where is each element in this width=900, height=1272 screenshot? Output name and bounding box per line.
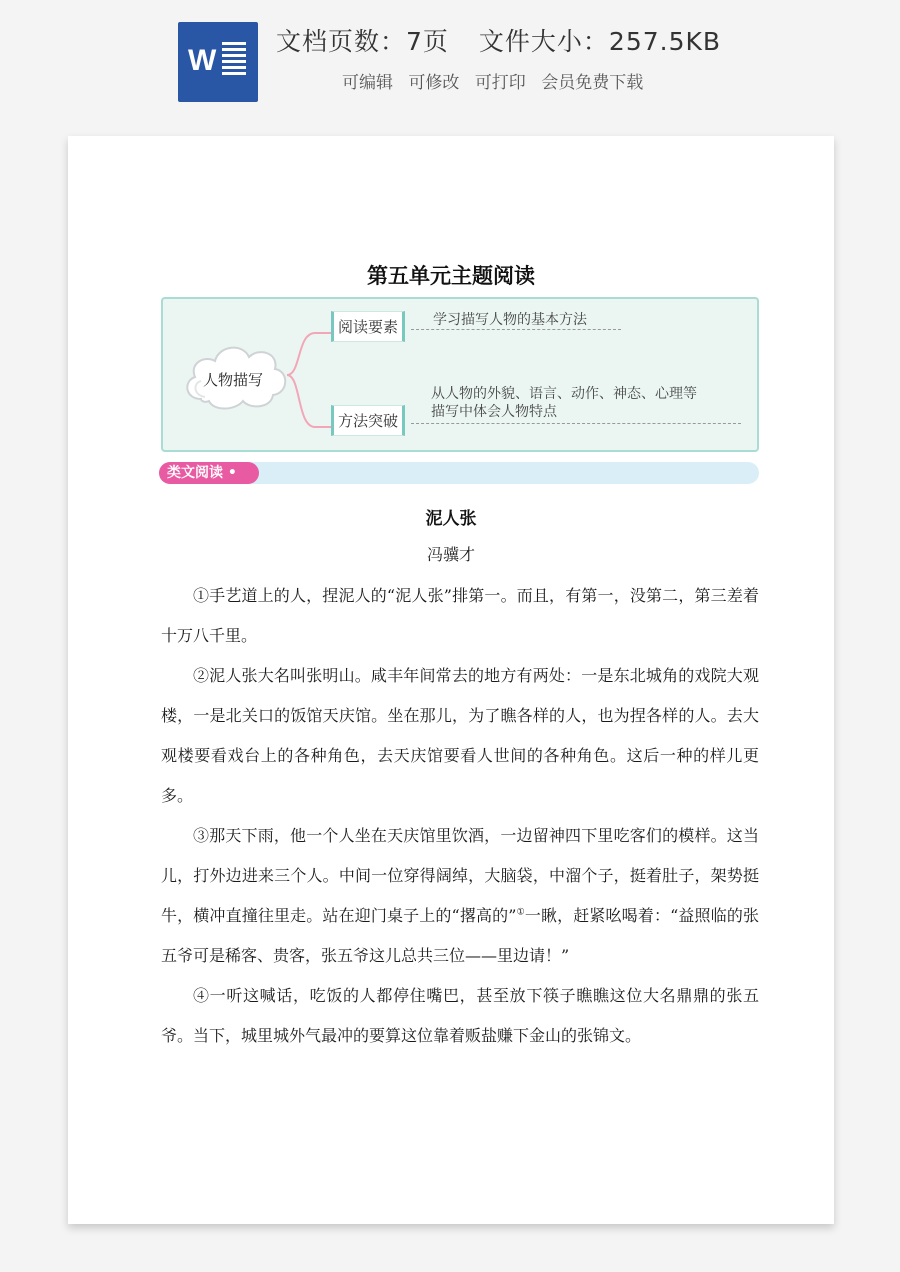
feature-editable: 可编辑 [342, 73, 393, 93]
feature-printable: 可打印 [474, 73, 526, 93]
branch-2-dashed-line [411, 423, 741, 424]
article-author: 冯骥才 [426, 545, 475, 564]
document-title: 第五单元主题阅读 [367, 263, 535, 288]
mind-map-center: 人物描写 [203, 371, 264, 389]
paragraph-2: ②泥人张大名叫张明山。咸丰年间常去的地方有两处：一是东北城角的戏院大观楼，一是北关口的饭馆天庆馆。坐在那儿，为了瞧各样的人，也为捏各样的人。去大观楼要看戏台上的各种角色，去天庆馆要看人世间的各种角色。这后一种的样儿更多。 [161, 666, 759, 805]
footnote-mark: ① [516, 907, 525, 918]
mind-map-connector [287, 319, 335, 431]
section-label: 类文阅读 • [159, 462, 259, 484]
feature-member-download: 会员免费下载 [541, 73, 644, 93]
branch-1-text: 学习描写人物的基本方法 [433, 312, 587, 328]
article-body [161, 576, 759, 1056]
article-title: 泥人张 [425, 509, 477, 529]
document-page [68, 136, 834, 1224]
section-bar [159, 462, 759, 484]
mind-map [161, 297, 759, 452]
feature-list [342, 68, 653, 93]
feature-modifiable: 可修改 [408, 73, 460, 93]
branch-2-text-line-1: 从人物的外貌、语言、动作、神态、心理等 [431, 386, 697, 402]
paragraph-3 [161, 816, 759, 976]
download-header [0, 0, 900, 120]
word-icon-lines [222, 42, 246, 84]
paragraph-1: ①手艺道上的人，捏泥人的“泥人张”排第一。而且，有第一，没第二，第三差着十万八千里。 [161, 586, 759, 645]
branch-1-dashed-line [411, 329, 621, 330]
paragraph-3-part-2: 一瞅，赶紧吆喝着：“益照临的张五爷可是稀客、贵客，张五爷这儿总共三位——里边请！” [161, 906, 759, 965]
branch-method-breakthrough: 方法突破 [331, 405, 405, 436]
file-size: 文件大小：257.5KB [478, 27, 722, 56]
word-icon-letter: W [188, 44, 217, 77]
branch-2-text [431, 385, 697, 421]
branch-2-text-line-2: 描写中体会人物特点 [431, 404, 557, 420]
paragraph-3-part-1: ③那天下雨，他一个人坐在天庆馆里饮酒，一边留神四下里吃客们的模样。这当儿，打外边进来三个人。中间一位穿得阔绰，大脑袋，中溜个子，挺着肚子，架势挺牛，横冲直撞往里走。站在迎门桌子上的“撂高的” [161, 826, 759, 925]
file-info [276, 22, 721, 58]
word-document-icon [178, 22, 258, 102]
page-count: 文档页数：7页 [276, 27, 449, 56]
branch-reading-element: 阅读要素 [331, 311, 405, 342]
paragraph-4: ④一听这喊话，吃饭的人都停住嘴巴，甚至放下筷子瞧瞧这位大名鼎鼎的张五爷。当下，城里城外气最冲的要算这位靠着贩盐赚下金山的张锦文。 [161, 986, 759, 1045]
